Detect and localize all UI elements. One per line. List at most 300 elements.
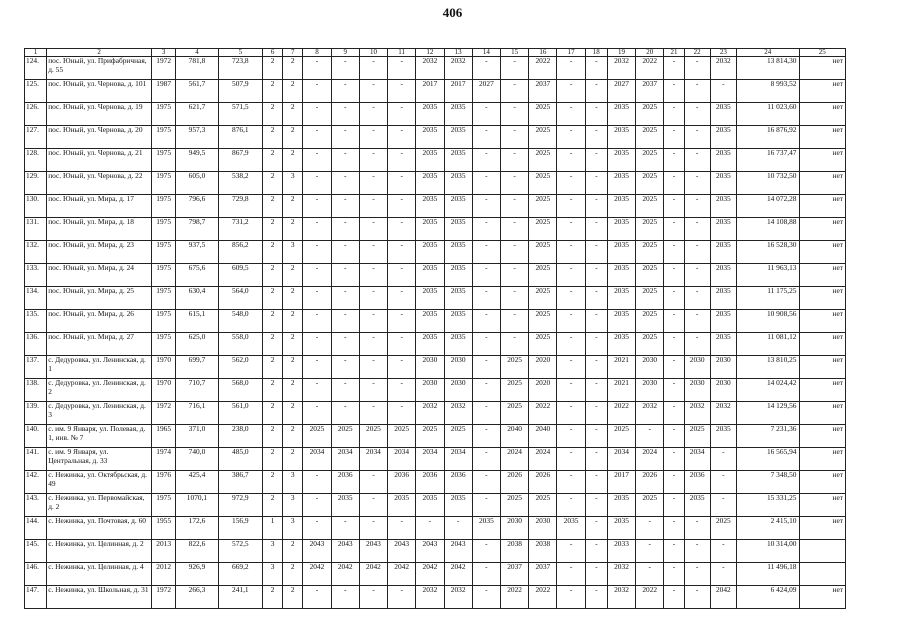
column-header: 13 (444, 49, 472, 57)
value-cell: 615,1 (176, 310, 218, 333)
value-cell: - (585, 356, 607, 379)
value-cell: - (331, 103, 359, 126)
value-cell: - (585, 172, 607, 195)
value-cell: - (472, 586, 500, 609)
value-cell: 2 (263, 172, 283, 195)
address-cell: с. Нежинка, ул. Почтовая, д. 60 (47, 517, 152, 540)
table-body (25, 49, 846, 609)
value-cell: 2034 (388, 448, 416, 471)
value-cell: 2034 (684, 448, 710, 471)
value-cell: - (303, 287, 331, 310)
value-cell: 2025 (710, 517, 736, 540)
value-cell: - (557, 471, 585, 494)
value-cell: 2035 (710, 126, 736, 149)
value-cell: 2040 (529, 425, 557, 448)
value-cell: 1975 (152, 172, 176, 195)
value-cell: 2030 (416, 379, 444, 402)
value-cell: 2024 (636, 448, 664, 471)
value-cell: - (388, 126, 416, 149)
value-cell: 2032 (416, 586, 444, 609)
value-cell: - (472, 241, 500, 264)
value-cell: 2035 (607, 218, 635, 241)
value-cell: 2035 (607, 241, 635, 264)
value-cell: - (388, 402, 416, 425)
value-cell: 798,7 (176, 218, 218, 241)
value-cell: 2035 (607, 310, 635, 333)
value-cell: - (303, 356, 331, 379)
column-header: 9 (331, 49, 359, 57)
value-cell: 2035 (710, 195, 736, 218)
value-cell: - (359, 103, 387, 126)
value-cell: 957,3 (176, 126, 218, 149)
value-cell: 2032 (444, 586, 472, 609)
value-cell: 2035 (416, 494, 444, 517)
value-cell: 2035 (444, 149, 472, 172)
value-cell: - (557, 563, 585, 586)
value-cell: 781,8 (176, 57, 218, 80)
value-cell: 1975 (152, 310, 176, 333)
value-cell: 156,9 (218, 517, 262, 540)
column-header: 15 (501, 49, 529, 57)
table-row (25, 195, 846, 218)
value-cell: 2 (263, 126, 283, 149)
flag-cell: нет (799, 264, 846, 287)
row-number-cell: 140. (25, 425, 47, 448)
value-cell: - (636, 563, 664, 586)
value-cell: 558,0 (218, 333, 262, 356)
value-cell: 1 (263, 517, 283, 540)
value-cell: 1975 (152, 103, 176, 126)
value-cell: 3 (263, 563, 283, 586)
value-cell: - (585, 333, 607, 356)
value-cell: - (684, 264, 710, 287)
value-cell: 1975 (152, 494, 176, 517)
value-cell: - (684, 149, 710, 172)
value-cell: 2030 (684, 379, 710, 402)
value-cell: 2034 (359, 448, 387, 471)
value-cell: - (664, 149, 684, 172)
value-cell: 2026 (529, 471, 557, 494)
value-cell: 2022 (501, 586, 529, 609)
value-cell: 2034 (607, 448, 635, 471)
value-cell: - (388, 241, 416, 264)
row-number-cell: 147. (25, 586, 47, 609)
value-cell: 2035 (416, 149, 444, 172)
value-cell: - (303, 586, 331, 609)
value-cell: - (664, 356, 684, 379)
value-cell: 2035 (416, 195, 444, 218)
value-cell: 2025 (636, 218, 664, 241)
value-cell: 2 (283, 80, 303, 103)
value-cell: 2035 (416, 103, 444, 126)
value-cell: 2030 (636, 379, 664, 402)
value-cell: 2035 (444, 126, 472, 149)
value-cell: - (557, 310, 585, 333)
value-cell: 2035 (710, 310, 736, 333)
value-cell: - (359, 517, 387, 540)
value-cell: 2030 (684, 356, 710, 379)
value-cell: - (331, 402, 359, 425)
value-cell: 949,5 (176, 149, 218, 172)
value-cell: - (303, 195, 331, 218)
value-cell: 2043 (416, 540, 444, 563)
address-cell: с. Нежинка, ул. Целинная, д. 4 (47, 563, 152, 586)
column-header: 20 (636, 49, 664, 57)
amount-cell: 13 814,30 (736, 57, 799, 80)
value-cell: 1965 (152, 425, 176, 448)
value-cell: 2030 (416, 356, 444, 379)
column-header: 11 (388, 49, 416, 57)
page-number: 406 (442, 5, 463, 20)
value-cell: 2035 (710, 425, 736, 448)
value-cell: - (472, 471, 500, 494)
value-cell: - (331, 517, 359, 540)
flag-cell: нет (799, 310, 846, 333)
value-cell: 2 (263, 471, 283, 494)
value-cell: - (710, 80, 736, 103)
value-cell: - (684, 333, 710, 356)
value-cell: - (331, 195, 359, 218)
value-cell: - (585, 471, 607, 494)
value-cell: - (303, 517, 331, 540)
value-cell: - (331, 287, 359, 310)
row-number-cell: 141. (25, 448, 47, 471)
value-cell: - (710, 471, 736, 494)
value-cell: - (557, 195, 585, 218)
value-cell: 2035 (444, 287, 472, 310)
value-cell: 2042 (331, 563, 359, 586)
value-cell: 2032 (607, 57, 635, 80)
value-cell: - (710, 540, 736, 563)
address-cell: с. Нежинка, ул. Целинная, д. 2 (47, 540, 152, 563)
amount-cell: 2 415,10 (736, 517, 799, 540)
value-cell: 2 (283, 540, 303, 563)
value-cell: - (585, 310, 607, 333)
column-header: 2 (47, 49, 152, 57)
value-cell: - (331, 586, 359, 609)
amount-cell: 15 331,25 (736, 494, 799, 517)
value-cell: - (557, 103, 585, 126)
value-cell: - (664, 379, 684, 402)
value-cell: - (331, 218, 359, 241)
amount-cell: 16 876,92 (736, 126, 799, 149)
value-cell: 2 (263, 356, 283, 379)
value-cell: - (557, 494, 585, 517)
value-cell: 2 (263, 379, 283, 402)
row-number-cell: 128. (25, 149, 47, 172)
value-cell: 568,0 (218, 379, 262, 402)
value-cell: 2035 (416, 241, 444, 264)
value-cell: 2 (263, 57, 283, 80)
value-cell: 2030 (710, 356, 736, 379)
value-cell: 972,9 (218, 494, 262, 517)
value-cell: 1955 (152, 517, 176, 540)
value-cell: 2025 (388, 425, 416, 448)
value-cell: 2042 (388, 563, 416, 586)
value-cell: 562,0 (218, 356, 262, 379)
value-cell: - (359, 379, 387, 402)
value-cell: 2034 (303, 448, 331, 471)
value-cell: 2043 (303, 540, 331, 563)
value-cell: 2035 (416, 126, 444, 149)
row-number-cell: 137. (25, 356, 47, 379)
value-cell: 3 (263, 540, 283, 563)
value-cell: 2 (263, 494, 283, 517)
value-cell: 2032 (607, 586, 635, 609)
value-cell: 2036 (388, 471, 416, 494)
value-cell: - (472, 126, 500, 149)
value-cell: 2025 (636, 333, 664, 356)
value-cell: - (472, 402, 500, 425)
value-cell: 2 (283, 448, 303, 471)
value-cell: 2030 (444, 379, 472, 402)
flag-cell: нет (799, 494, 846, 517)
column-header: 18 (585, 49, 607, 57)
row-number-cell: 124. (25, 57, 47, 80)
flag-cell: нет (799, 333, 846, 356)
value-cell: 2026 (501, 471, 529, 494)
value-cell: 2030 (529, 517, 557, 540)
value-cell: 2025 (444, 425, 472, 448)
column-header: 14 (472, 49, 500, 57)
column-header: 21 (664, 49, 684, 57)
value-cell: - (664, 80, 684, 103)
value-cell: - (303, 471, 331, 494)
value-cell: - (585, 517, 607, 540)
column-header: 1 (25, 49, 47, 57)
value-cell: 1975 (152, 264, 176, 287)
value-cell: 172,6 (176, 517, 218, 540)
value-cell: - (684, 172, 710, 195)
value-cell: 2025 (529, 172, 557, 195)
value-cell: - (472, 540, 500, 563)
row-number-cell: 142. (25, 471, 47, 494)
flag-cell (799, 563, 846, 586)
value-cell: - (636, 540, 664, 563)
column-header: 19 (607, 49, 635, 57)
value-cell: 2035 (607, 287, 635, 310)
value-cell: 2025 (529, 310, 557, 333)
column-header: 10 (359, 49, 387, 57)
value-cell: - (501, 195, 529, 218)
value-cell: - (664, 471, 684, 494)
value-cell: 2 (263, 402, 283, 425)
value-cell: - (585, 80, 607, 103)
value-cell: - (303, 103, 331, 126)
row-number-cell: 146. (25, 563, 47, 586)
amount-cell: 8 993,52 (736, 80, 799, 103)
flag-cell: нет (799, 448, 846, 471)
value-cell: 2025 (636, 172, 664, 195)
value-cell: - (710, 563, 736, 586)
value-cell: 2035 (710, 172, 736, 195)
value-cell: 2 (263, 103, 283, 126)
value-cell: 561,7 (176, 80, 218, 103)
value-cell: - (585, 540, 607, 563)
value-cell: 3 (283, 517, 303, 540)
table-row (25, 402, 846, 425)
value-cell: 731,2 (218, 218, 262, 241)
value-cell: 1975 (152, 218, 176, 241)
value-cell: 3 (283, 471, 303, 494)
value-cell: 1976 (152, 471, 176, 494)
value-cell: 2035 (710, 287, 736, 310)
value-cell: 2037 (636, 80, 664, 103)
table-row (25, 57, 846, 80)
value-cell: 1975 (152, 287, 176, 310)
value-cell: 2 (283, 57, 303, 80)
value-cell: 1974 (152, 448, 176, 471)
value-cell: 2035 (444, 310, 472, 333)
value-cell: 2037 (529, 563, 557, 586)
value-cell: - (472, 448, 500, 471)
value-cell: 2025 (331, 425, 359, 448)
amount-cell: 11 963,13 (736, 264, 799, 287)
value-cell: 625,0 (176, 333, 218, 356)
value-cell: 2022 (607, 402, 635, 425)
table-row (25, 379, 846, 402)
row-number-cell: 134. (25, 287, 47, 310)
value-cell: - (501, 218, 529, 241)
value-cell: - (388, 379, 416, 402)
value-cell: - (388, 172, 416, 195)
address-cell: с. Нежинка, ул. Первомайская, д. 2 (47, 494, 152, 517)
value-cell: 2030 (710, 379, 736, 402)
value-cell: 425,4 (176, 471, 218, 494)
value-cell: - (585, 126, 607, 149)
value-cell: 2 (283, 218, 303, 241)
value-cell: 2025 (529, 333, 557, 356)
amount-cell: 14 024,42 (736, 379, 799, 402)
address-cell: пос. Юный, ул. Мира, д. 27 (47, 333, 152, 356)
value-cell: - (684, 241, 710, 264)
value-cell: 2032 (416, 57, 444, 80)
value-cell: 2025 (501, 356, 529, 379)
value-cell: - (684, 195, 710, 218)
value-cell: - (585, 494, 607, 517)
value-cell: 2 (263, 241, 283, 264)
value-cell: - (388, 356, 416, 379)
value-cell: 2032 (636, 402, 664, 425)
value-cell: 2021 (607, 356, 635, 379)
column-header: 23 (710, 49, 736, 57)
amount-cell: 16 528,30 (736, 241, 799, 264)
flag-cell: нет (799, 172, 846, 195)
value-cell: - (557, 218, 585, 241)
value-cell: - (664, 448, 684, 471)
value-cell: 2025 (529, 494, 557, 517)
column-header: 24 (736, 49, 799, 57)
value-cell: 2025 (416, 425, 444, 448)
value-cell: 2035 (607, 103, 635, 126)
value-cell: 3 (283, 241, 303, 264)
value-cell: 2032 (444, 402, 472, 425)
value-cell: 2037 (501, 563, 529, 586)
value-cell: - (684, 218, 710, 241)
value-cell: - (585, 103, 607, 126)
value-cell: 2017 (444, 80, 472, 103)
value-cell: 2022 (529, 57, 557, 80)
row-number-cell: 135. (25, 310, 47, 333)
address-cell: пос. Юный, ул. Мира, д. 17 (47, 195, 152, 218)
value-cell: - (303, 333, 331, 356)
value-cell: 740,0 (176, 448, 218, 471)
flag-cell: нет (799, 517, 846, 540)
value-cell: 2 (283, 126, 303, 149)
address-cell: пос. Юный, ул. Чернова, д. 21 (47, 149, 152, 172)
value-cell: - (501, 103, 529, 126)
value-cell: 2030 (501, 517, 529, 540)
value-cell: 2042 (444, 563, 472, 586)
value-cell: - (585, 264, 607, 287)
value-cell: - (664, 103, 684, 126)
table-row (25, 126, 846, 149)
table-row (25, 103, 846, 126)
value-cell: - (664, 126, 684, 149)
value-cell: - (501, 126, 529, 149)
value-cell: - (472, 379, 500, 402)
table-row (25, 333, 846, 356)
value-cell: - (664, 310, 684, 333)
column-header: 8 (303, 49, 331, 57)
value-cell: - (585, 448, 607, 471)
value-cell: 796,6 (176, 195, 218, 218)
value-cell: 2032 (710, 57, 736, 80)
value-cell: - (359, 195, 387, 218)
row-number-cell: 145. (25, 540, 47, 563)
row-number-cell: 139. (25, 402, 47, 425)
value-cell: - (557, 402, 585, 425)
amount-cell: 14 072,28 (736, 195, 799, 218)
value-cell: - (472, 264, 500, 287)
value-cell: 266,3 (176, 586, 218, 609)
value-cell: - (684, 287, 710, 310)
row-number-cell: 127. (25, 126, 47, 149)
value-cell: 2027 (472, 80, 500, 103)
value-cell: 2035 (416, 264, 444, 287)
value-cell: 371,0 (176, 425, 218, 448)
address-cell: пос. Юный, ул. Мира, д. 26 (47, 310, 152, 333)
value-cell: 241,1 (218, 586, 262, 609)
value-cell: 538,2 (218, 172, 262, 195)
value-cell: - (710, 448, 736, 471)
value-cell: - (585, 402, 607, 425)
table-row (25, 425, 846, 448)
value-cell: - (359, 80, 387, 103)
value-cell: - (303, 126, 331, 149)
address-cell: пос. Юный, ул. Мира, д. 23 (47, 241, 152, 264)
value-cell: - (585, 287, 607, 310)
value-cell: - (472, 563, 500, 586)
flag-cell: нет (799, 126, 846, 149)
value-cell: 2 (263, 218, 283, 241)
value-cell: - (359, 241, 387, 264)
value-cell: - (684, 586, 710, 609)
value-cell: - (585, 586, 607, 609)
value-cell: 2 (283, 379, 303, 402)
value-cell: - (359, 333, 387, 356)
value-cell: 2024 (529, 448, 557, 471)
address-cell: пос. Юный, ул. Мира, д. 25 (47, 287, 152, 310)
value-cell: 2017 (607, 471, 635, 494)
address-cell: с. им. 9 Января, ул. Полевая, д. 1, инв. № 7 (47, 425, 152, 448)
value-cell: - (636, 425, 664, 448)
value-cell: 2 (263, 448, 283, 471)
value-cell: 1975 (152, 241, 176, 264)
flag-cell: нет (799, 103, 846, 126)
value-cell: 2022 (636, 57, 664, 80)
value-cell: 2 (283, 310, 303, 333)
